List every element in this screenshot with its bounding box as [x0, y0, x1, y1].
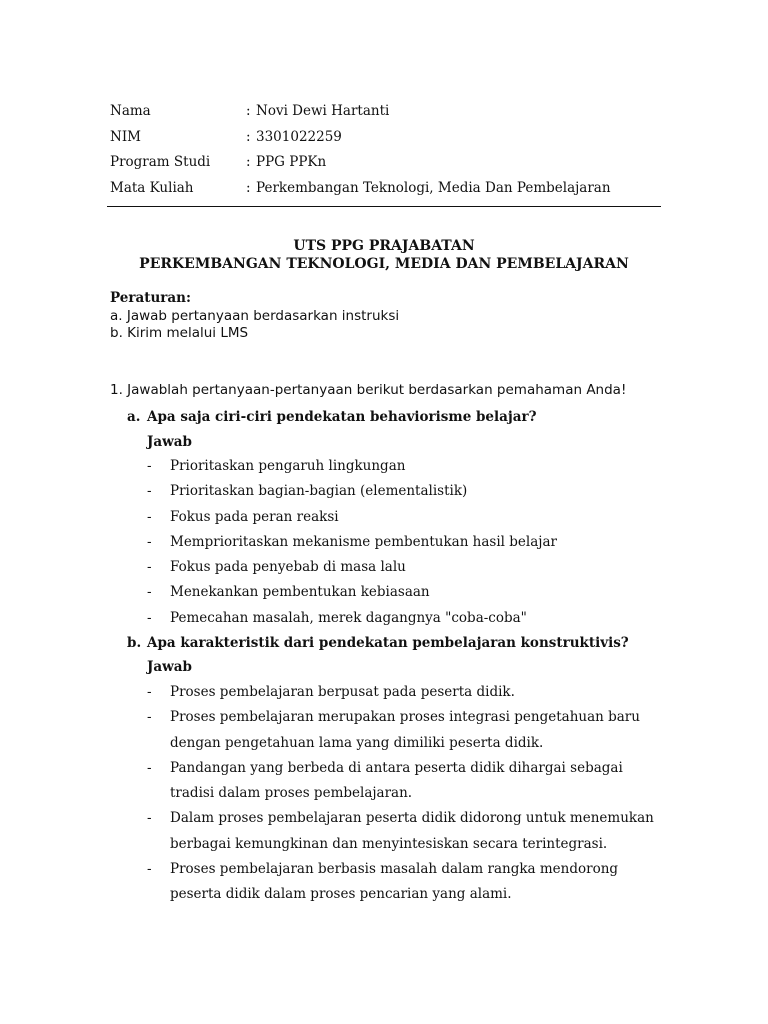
answer-text: Pemecahan masalah, merek dagangnya "coba-coba"	[170, 609, 527, 626]
answer-text: Dalam proses pembelajaran peserta didik didorong untuk menemukan berbagai kemungkinan dan menyintesiskan secara terintegrasi.	[170, 810, 654, 852]
dash-bullet: -	[147, 483, 152, 500]
header-divider	[107, 206, 661, 207]
answer-text: Proses pembelajaran berpusat pada peserta didik.	[170, 684, 515, 700]
rules-section	[110, 290, 560, 343]
exam-title: UTS PPG PRAJABATAN	[293, 238, 475, 254]
info-label: Mata Kuliah	[110, 179, 194, 196]
dash-bullet: -	[147, 533, 152, 550]
rule-item: a. Jawab pertanyaan berdasarkan instruksi	[110, 307, 400, 324]
student-info	[110, 101, 661, 203]
dash-bullet: -	[147, 810, 152, 827]
dash-bullet: -	[147, 458, 152, 474]
list-item	[147, 505, 667, 530]
info-row-nim	[110, 127, 661, 153]
question-1: 1. Jawablah pertanyaan-pertanyaan berikut berdasarkan pemahaman Anda!	[110, 382, 627, 398]
info-value: 3301022259	[256, 128, 342, 145]
rules-heading: Peraturan:	[110, 290, 191, 306]
info-value: Perkembangan Teknologi, Media Dan Pembelajaran	[256, 179, 611, 196]
info-value: Novi Dewi Hartanti	[256, 103, 390, 119]
list-item	[147, 479, 667, 504]
answer-text: Proses pembelajaran berbasis masalah dalam rangka mendorong peserta didik dalam proses pencarian yang alami.	[170, 861, 619, 903]
rule-item: b. Kirim melalui LMS	[110, 325, 249, 341]
info-value: PPG PPKn	[256, 154, 327, 170]
dash-bullet: -	[147, 559, 152, 576]
answer-text: Pandangan yang berbeda di antara peserta didik dihargai sebagai tradisi dalam proses pembelajaran.	[170, 759, 623, 802]
info-row-mata-kuliah	[110, 178, 661, 204]
info-colon: :	[246, 179, 251, 196]
answer-list-b	[147, 680, 667, 908]
list-item	[147, 705, 667, 756]
answer-text: Memprioritaskan mekanisme pembentukan hasil belajar	[170, 533, 557, 550]
answer-text: Prioritaskan bagian-bagian (elementalistik)	[170, 483, 468, 500]
list-item	[147, 857, 667, 908]
info-colon: :	[246, 103, 251, 119]
question-text: Apa karakteristik dari pendekatan pembelajaran konstruktivis?	[147, 635, 629, 651]
info-label: Program Studi	[110, 154, 211, 170]
answer-text: Proses pembelajaran merupakan proses integrasi pengetahuan baru dengan pengetahuan lama yang dimiliki peserta didik.	[170, 709, 640, 751]
question-1b	[127, 633, 687, 653]
dash-bullet: -	[147, 584, 152, 601]
info-label: Nama	[110, 103, 151, 119]
answer-text: Menekankan pembentukan kebiasaan	[170, 584, 430, 601]
dash-bullet: -	[147, 609, 152, 626]
info-row-program-studi	[110, 152, 661, 178]
answer-list-a	[147, 454, 667, 631]
question-text: Apa saja ciri-ciri pendekatan behaviorisme belajar?	[147, 409, 537, 425]
list-item	[147, 606, 667, 631]
list-item	[147, 756, 667, 807]
list-item	[147, 454, 667, 479]
dash-bullet: -	[147, 709, 152, 726]
list-item	[147, 806, 667, 857]
question-letter: a.	[127, 409, 141, 425]
answer-text: Prioritaskan pengaruh lingkungan	[170, 458, 406, 474]
list-item	[147, 530, 667, 555]
dash-bullet: -	[147, 684, 152, 700]
list-item	[147, 555, 667, 580]
question-letter: b.	[127, 635, 142, 651]
info-row-nama	[110, 101, 661, 127]
question-1a	[127, 407, 687, 427]
answer-label-a: Jawab	[147, 434, 192, 450]
info-colon: :	[246, 128, 251, 145]
course-title: PERKEMBANGAN TEKNOLOGI, MEDIA DAN PEMBELAJARAN	[139, 256, 629, 272]
list-item	[147, 580, 667, 605]
answer-text: Fokus pada peran reaksi	[170, 508, 339, 525]
list-item	[147, 680, 667, 705]
dash-bullet: -	[147, 861, 152, 878]
dash-bullet: -	[147, 508, 152, 525]
info-label: NIM	[110, 128, 141, 145]
answer-text: Fokus pada penyebab di masa lalu	[170, 559, 406, 576]
dash-bullet: -	[147, 759, 152, 776]
info-colon: :	[246, 154, 251, 170]
answer-label-b: Jawab	[147, 659, 192, 675]
